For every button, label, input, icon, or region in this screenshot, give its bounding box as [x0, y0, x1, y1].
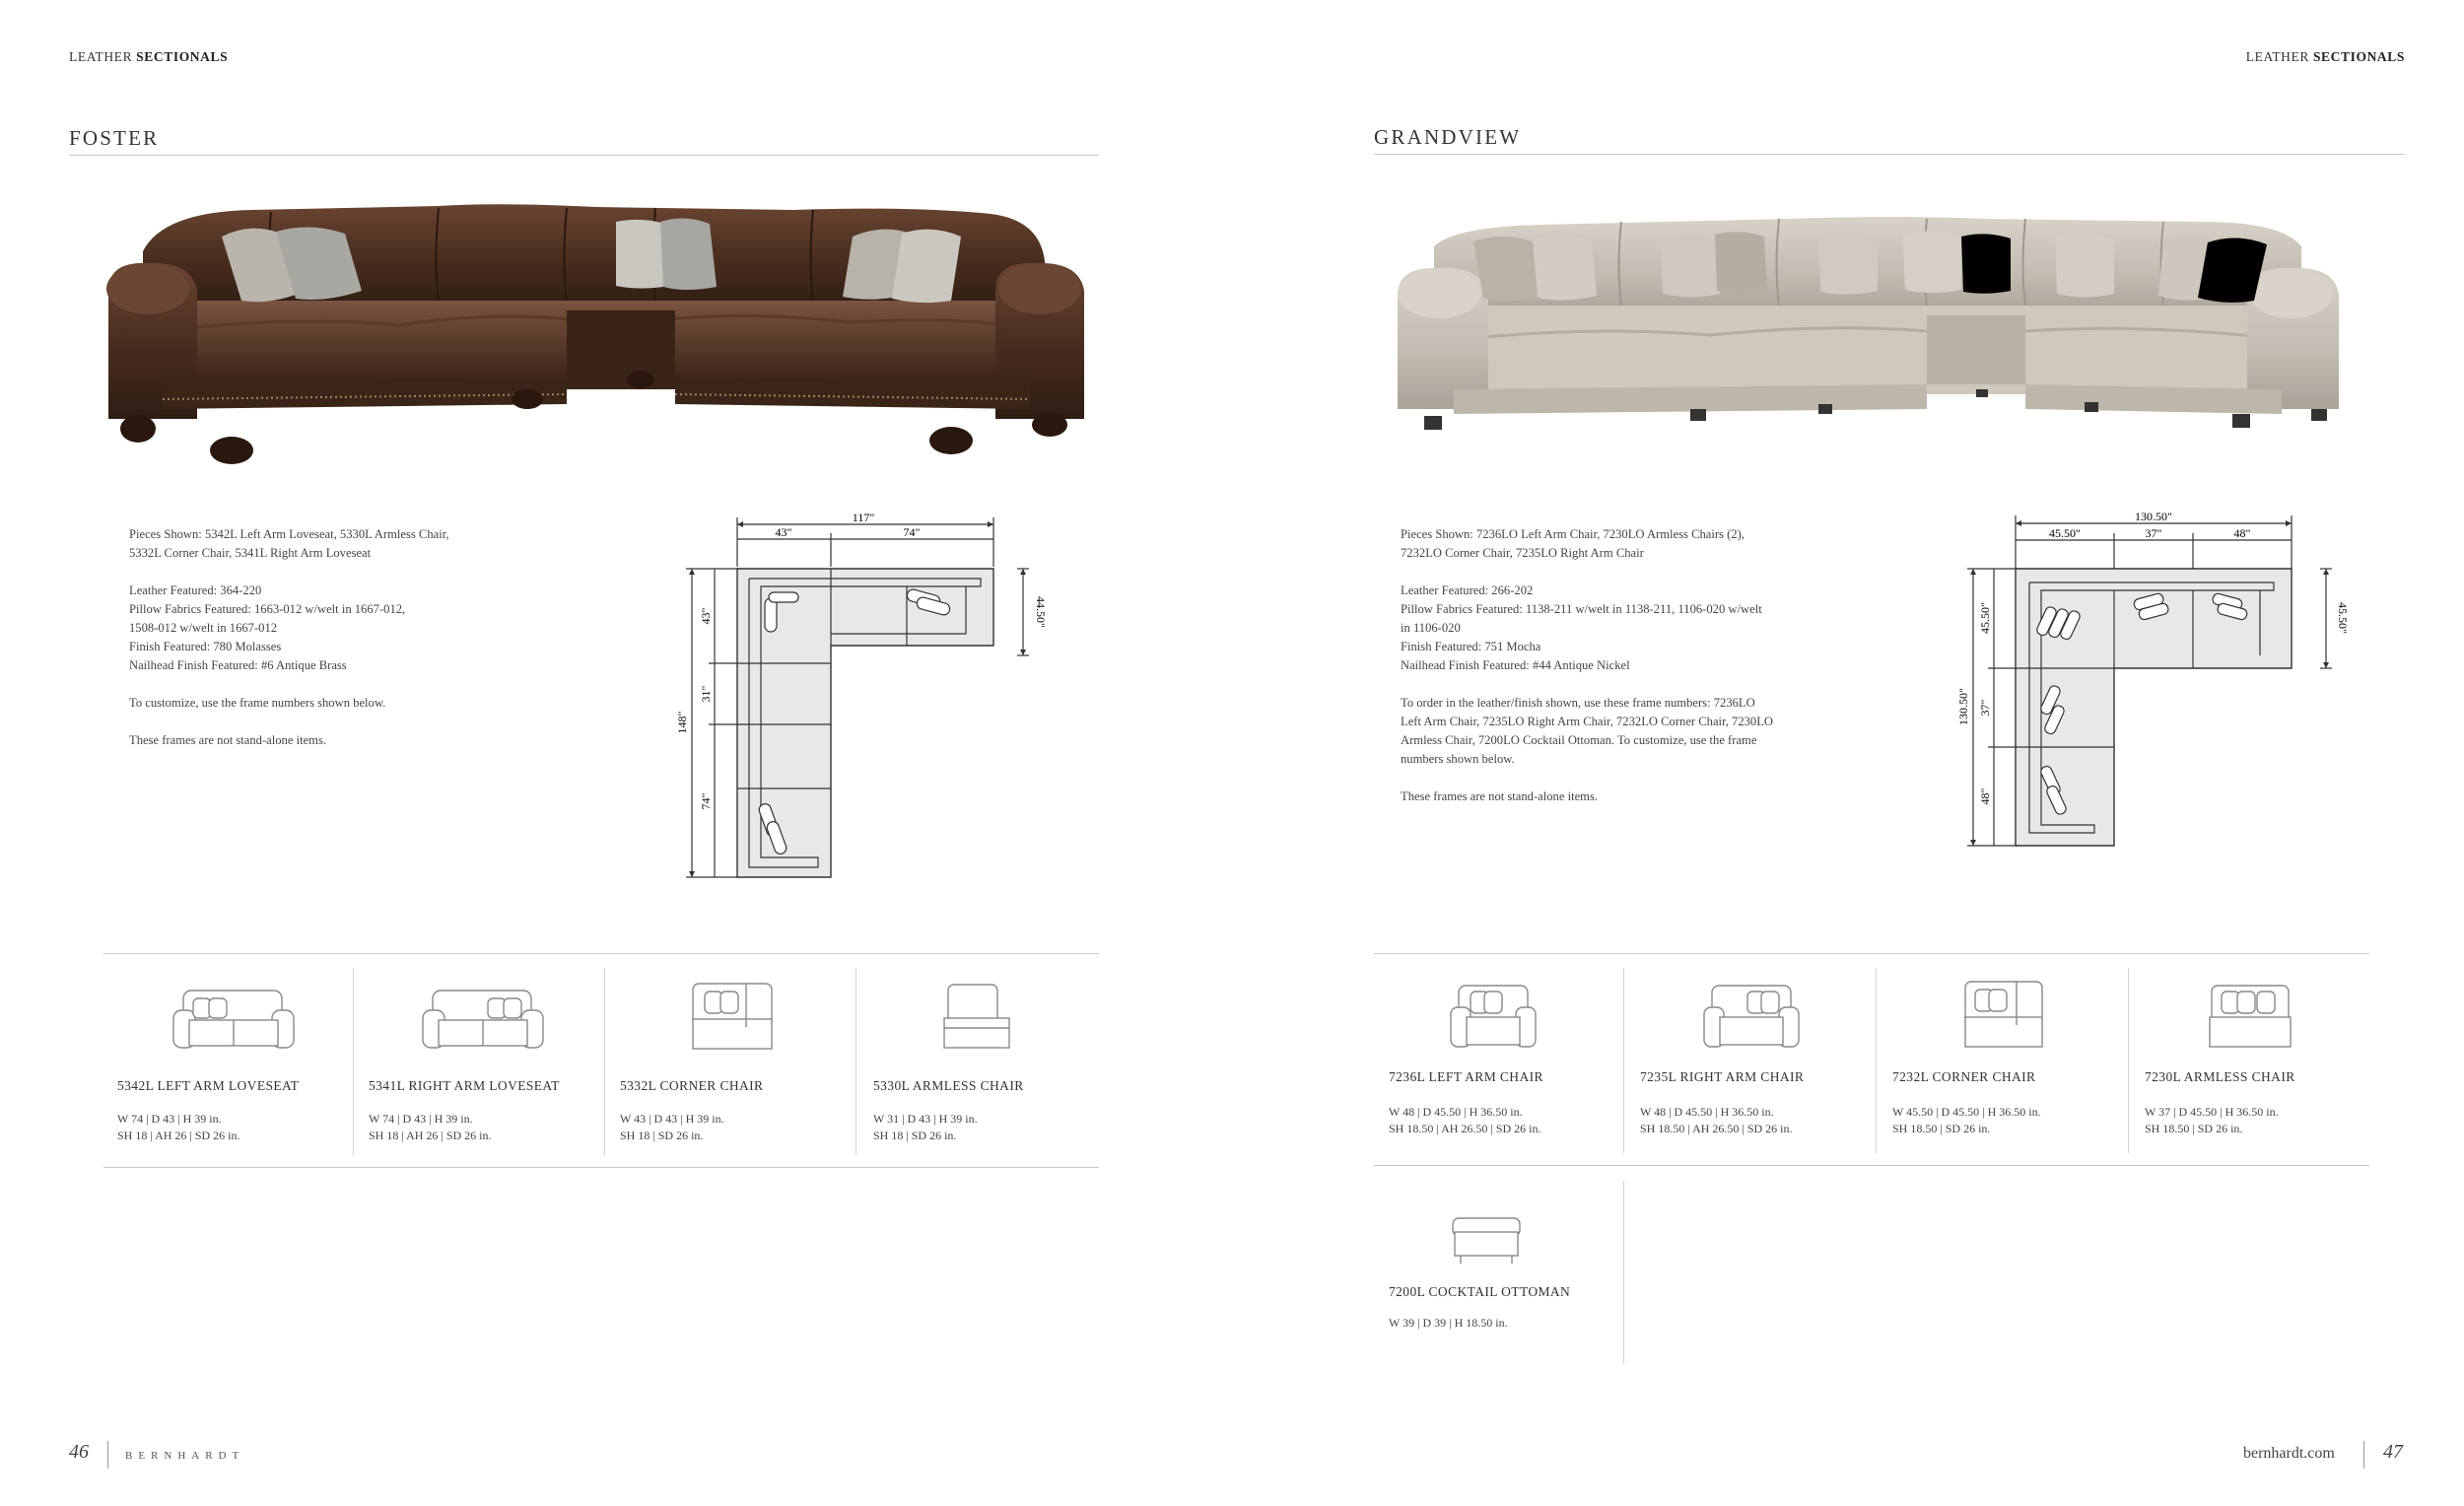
- foster-dim-left-c: 74": [699, 792, 713, 810]
- grandview-piece-4-dims-line1: W 37 | D 45.50 | H 36.50 in.: [2145, 1105, 2279, 1119]
- foster-piece-4-name: 5330L ARMLESS CHAIR: [873, 1078, 1024, 1093]
- foster-dim-top-a: 43": [775, 525, 792, 539]
- grandview-piece-1-name: 7236L LEFT ARM CHAIR: [1389, 1069, 1543, 1084]
- page-number-left: 46: [69, 1441, 89, 1463]
- grandview-piece-3-dims: [1892, 1104, 2041, 1137]
- foster-piece-3-dims: [620, 1111, 724, 1144]
- website-link[interactable]: bernhardt.com: [2243, 1445, 2335, 1462]
- grandview-description: [1401, 525, 1864, 825]
- grandview-grid-mid-rule: [1374, 1165, 2369, 1166]
- foster-title-rule: [69, 155, 1099, 156]
- foster-grid-bottom-rule: [103, 1167, 1099, 1168]
- grandview-order-line3: Armless Chair, 7200LO Cocktail Ottoman. To customize, use the frame: [1401, 733, 1757, 747]
- foster-dim-left-b: 31": [699, 685, 713, 703]
- grandview-nailhead: Nailhead Finish Featured: #44 Antique Nickel: [1401, 658, 1630, 672]
- grandview-title-rule: [1374, 154, 2405, 155]
- foster-piece-1-dims-line2: SH 18 | AH 26 | SD 26 in.: [117, 1129, 240, 1142]
- foster-pieces-line1: Pieces Shown: 5342L Left Arm Loveseat, 5330L Armless Chair,: [129, 527, 449, 541]
- foster-pillow-fabrics-cont: 1508-012 w/welt in 1667-012: [129, 621, 278, 635]
- grandview-floorplan-diagram: [1947, 508, 2351, 853]
- grandview-dim-left-total: 130.50": [1956, 688, 1970, 725]
- grandview-pieces-line1: Pieces Shown: 7236LO Left Arm Chair, 7230LO Armless Chairs (2),: [1401, 527, 1745, 541]
- grandview-piece-2-dims-line1: W 48 | D 45.50 | H 36.50 in.: [1640, 1105, 1774, 1119]
- grandview-dim-left-c: 48": [1978, 787, 1992, 805]
- grandview-sectional-image: [1395, 207, 2341, 463]
- foster-piece-2-dims: [369, 1111, 492, 1144]
- grandview-piece-1-dims-line1: W 48 | D 45.50 | H 36.50 in.: [1389, 1105, 1523, 1119]
- grandview-dim-left-b: 37": [1978, 699, 1992, 717]
- footer-left-divider: [107, 1441, 108, 1469]
- grandview-order-line2: Left Arm Chair, 7235LO Right Arm Chair, 7232LO Corner Chair, 7230LO: [1401, 715, 1773, 728]
- grandview-ottoman-name: 7200L COCKTAIL OTTOMAN: [1389, 1284, 1571, 1299]
- grandview-dim-top-c: 48": [2233, 526, 2251, 540]
- right-arm-chair-icon: [1700, 978, 1804, 1057]
- foster-grid-top-rule: [103, 953, 1099, 954]
- header-left-bold: SECTIONALS: [136, 49, 229, 64]
- grandview-dim-top-a: 45.50": [2049, 526, 2081, 540]
- header-right-light: LEATHER: [2245, 49, 2313, 64]
- header-right: [2246, 49, 2405, 65]
- brand-wordmark: BERNHARDT: [125, 1450, 245, 1462]
- grandview-grid-divider-1: [1623, 968, 1624, 1153]
- foster-piece-4-dims: [873, 1111, 978, 1144]
- foster-piece-2-dims-line1: W 74 | D 43 | H 39 in.: [369, 1112, 473, 1126]
- foster-nailhead: Nailhead Finish Featured: #6 Antique Brass: [129, 658, 347, 672]
- foster-finish: Finish Featured: 780 Molasses: [129, 640, 282, 653]
- grandview-piece-4-dims: [2145, 1104, 2279, 1137]
- grandview-piece-2-dims: [1640, 1104, 1793, 1137]
- footer-right-divider: [2363, 1441, 2364, 1469]
- grandview-dim-top-b: 37": [2145, 526, 2162, 540]
- grandview-pillow-fabrics: Pillow Fabrics Featured: 1138-211 w/welt in 1138-211, 1106-020 w/welt: [1401, 602, 1762, 616]
- foster-piece-3-dims-line2: SH 18 | SD 26 in.: [620, 1129, 704, 1142]
- foster-grid-divider-2: [604, 968, 605, 1155]
- grandview-pieces-line2: 7232LO Corner Chair, 7235LO Right Arm Chair: [1401, 546, 1644, 560]
- grandview-piece-3-name: 7232L CORNER CHAIR: [1892, 1069, 2036, 1084]
- foster-piece-4-dims-line1: W 31 | D 43 | H 39 in.: [873, 1112, 978, 1126]
- corner-chair-icon: [685, 978, 779, 1057]
- grandview-corner-chair-icon: [1959, 976, 2048, 1057]
- loveseat-left-arm-icon: [170, 981, 298, 1055]
- foster-piece-3-dims-line1: W 43 | D 43 | H 39 in.: [620, 1112, 724, 1126]
- foster-note: These frames are not stand-alone items.: [129, 733, 327, 747]
- grandview-grid-divider-3: [2128, 968, 2129, 1153]
- grandview-piece-2-name: 7235L RIGHT ARM CHAIR: [1640, 1069, 1805, 1084]
- grandview-grid-top-rule: [1374, 953, 2369, 954]
- grandview-leather: Leather Featured: 266-202: [1401, 583, 1534, 597]
- grandview-grid-divider-2: [1876, 968, 1877, 1153]
- foster-dim-left-a: 43": [699, 607, 713, 625]
- grandview-note: These frames are not stand-alone items.: [1401, 789, 1599, 803]
- grandview-piece-1-dims-line2: SH 18.50 | AH 26.50 | SD 26 in.: [1389, 1122, 1541, 1135]
- foster-dim-top-b: 74": [903, 525, 921, 539]
- foster-piece-2-name: 5341L RIGHT ARM LOVESEAT: [369, 1078, 560, 1093]
- foster-customize: To customize, use the frame numbers shown below.: [129, 696, 386, 710]
- foster-leather: Leather Featured: 364-220: [129, 583, 262, 597]
- grandview-pillow-fabrics-cont: in 1106-020: [1401, 621, 1461, 635]
- foster-description: [129, 525, 553, 769]
- grandview-grid-divider-4: [1623, 1181, 1624, 1364]
- foster-grid-divider-1: [353, 968, 354, 1155]
- foster-floorplan-diagram: [670, 508, 1064, 887]
- grandview-title: GRANDVIEW: [1374, 125, 1522, 149]
- grandview-piece-3-dims-line1: W 45.50 | D 45.50 | H 36.50 in.: [1892, 1105, 2041, 1119]
- foster-dim-left-total: 148": [675, 711, 689, 734]
- grandview-dim-right-depth: 45.50": [2336, 602, 2350, 634]
- grandview-piece-3-dims-line2: SH 18.50 | SD 26 in.: [1892, 1122, 1991, 1135]
- grandview-piece-4-name: 7230L ARMLESS CHAIR: [2145, 1069, 2295, 1084]
- grandview-dim-top-total: 130.50": [2135, 510, 2172, 523]
- armless-chair-icon: [938, 981, 1017, 1055]
- foster-piece-2-dims-line2: SH 18 | AH 26 | SD 26 in.: [369, 1129, 492, 1142]
- grandview-armless-chair-icon: [2204, 978, 2297, 1057]
- grandview-piece-2-dims-line2: SH 18.50 | AH 26.50 | SD 26 in.: [1640, 1122, 1793, 1135]
- grandview-dim-left-a: 45.50": [1978, 602, 1992, 634]
- header-right-bold: SECTIONALS: [2312, 49, 2405, 64]
- grandview-piece-1-dims: [1389, 1104, 1541, 1137]
- foster-piece-1-dims-line1: W 74 | D 43 | H 39 in.: [117, 1112, 222, 1126]
- grandview-order-line4: numbers shown below.: [1401, 752, 1515, 766]
- foster-dim-top-total: 117": [852, 511, 875, 524]
- grandview-ottoman-dims: W 39 | D 39 | H 18.50 in.: [1389, 1316, 1508, 1330]
- loveseat-right-arm-icon: [419, 981, 547, 1055]
- foster-piece-1-dims: [117, 1111, 240, 1144]
- foster-sectional-image: [103, 192, 1089, 478]
- foster-pillow-fabrics: Pillow Fabrics Featured: 1663-012 w/welt in 1667-012,: [129, 602, 406, 616]
- page-number-right: 47: [2383, 1441, 2403, 1463]
- foster-dim-right-depth: 44.50": [1034, 596, 1048, 628]
- header-left: [69, 49, 228, 65]
- left-arm-chair-icon: [1447, 978, 1540, 1057]
- foster-pieces-line2: 5332L Corner Chair, 5341L Right Arm Loveseat: [129, 546, 372, 560]
- header-left-light: LEATHER: [69, 49, 137, 64]
- grandview-finish: Finish Featured: 751 Mocha: [1401, 640, 1541, 653]
- foster-title: FOSTER: [69, 126, 160, 150]
- foster-piece-1-name: 5342L LEFT ARM LOVESEAT: [117, 1078, 300, 1093]
- ottoman-icon: [1447, 1210, 1526, 1269]
- grandview-order-line1: To order in the leather/finish shown, use these frame numbers: 7236LO: [1401, 696, 1755, 710]
- foster-piece-4-dims-line2: SH 18 | SD 26 in.: [873, 1129, 957, 1142]
- foster-piece-3-name: 5332L CORNER CHAIR: [620, 1078, 764, 1093]
- grandview-piece-4-dims-line2: SH 18.50 | SD 26 in.: [2145, 1122, 2243, 1135]
